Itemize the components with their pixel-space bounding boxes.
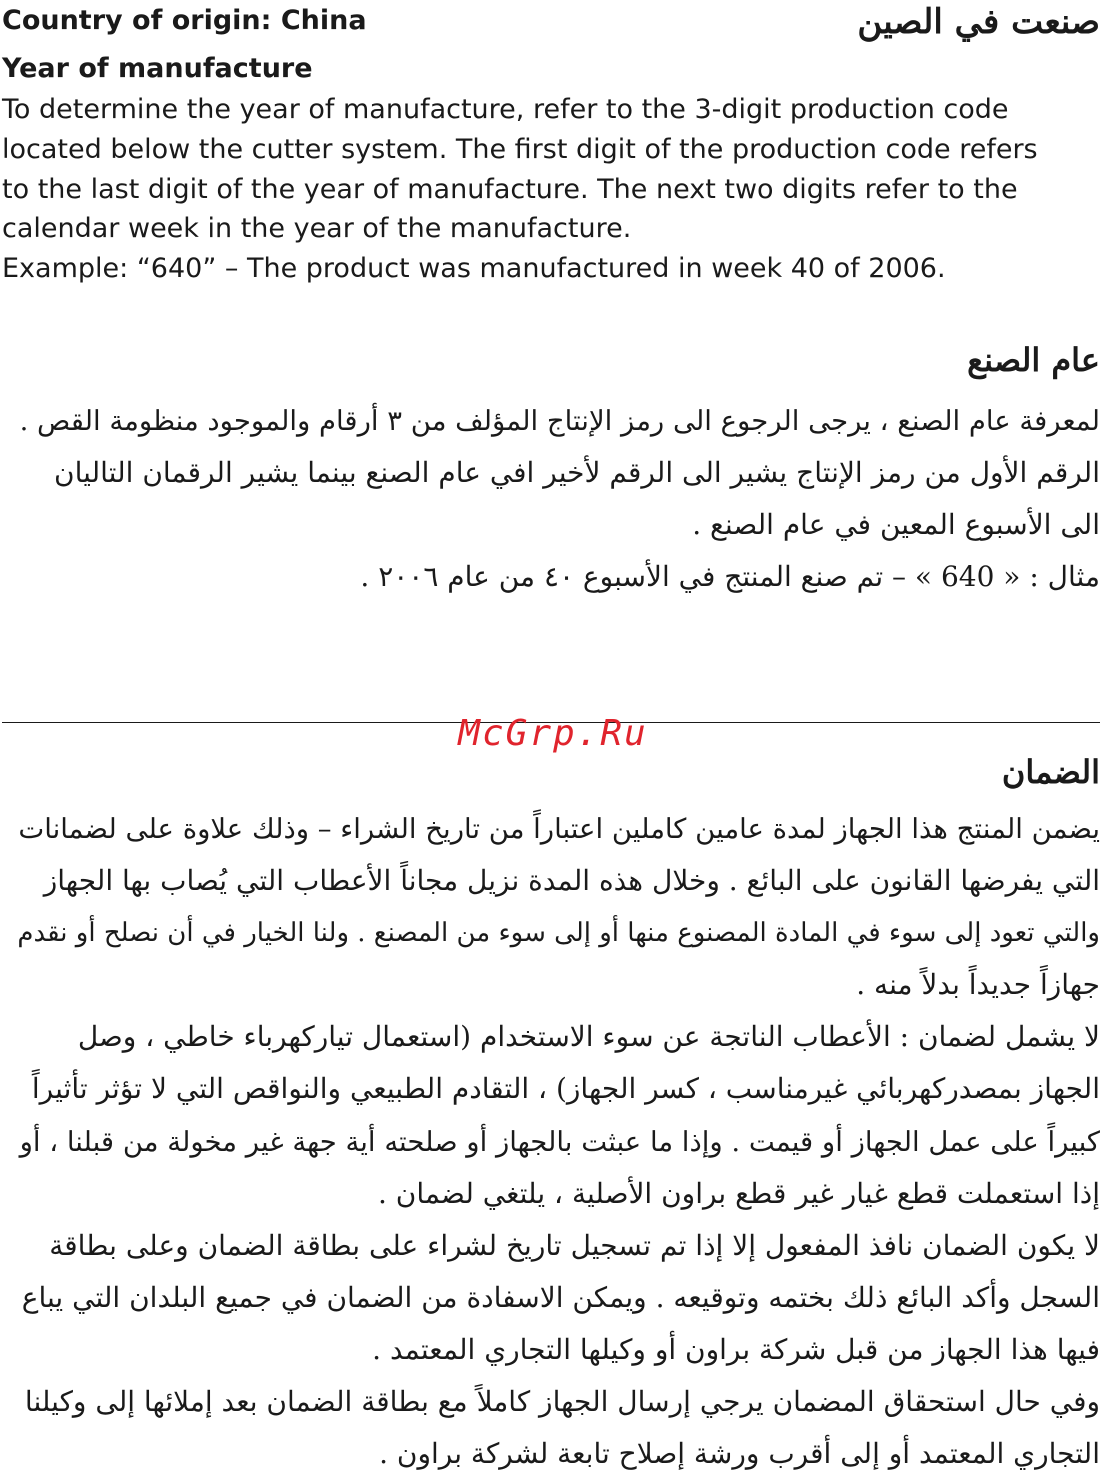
ar-line: لا يشمل لضمان : الأعطاب الناتجة عن سوء الاستخدام (استعمال تياركهرباء خاطي ، وصل: [77, 1020, 1100, 1054]
warranty-heading-ar: الضمان: [1001, 753, 1100, 791]
warranty-body-ar: [10, 803, 1100, 1480]
en-example-line: Example: “640” – The product was manufactured in week 40 of 2006.: [2, 253, 946, 285]
ar-line: لا يكون الضمان نافذ المفعول إلا إذا تم تسجيل تاريخ لشراء على بطاقة الضمان وعلى بطاقة: [49, 1228, 1100, 1262]
ar-line: والتي تعود إلى سوء في المادة المصنوع منها أو إلى سوء من المصنع . ولنا الخيار في أن نصلح أو نقدم: [17, 918, 1100, 949]
ar-line: التي يفرضها القانون على البائع . وخلال هذه المدة نزيل مجاناً الأعطاب التي يُصاب بها الجهاز: [43, 864, 1100, 898]
ar-line: الجهاز بمصدركهربائي غيرمناسب ، كسر الجهاز) ، التقادم الطبيعي والنواقص التي لا تؤثر تأثيراً: [31, 1072, 1100, 1106]
en-line: calendar week in the year of the manufacture.: [2, 213, 632, 245]
ar-line: الى الأسبوع المعين في عام الصنع .: [692, 508, 1100, 541]
en-line: to the last digit of the year of manufacture. The next two digits refer to the: [2, 173, 1018, 205]
ar-line: جهازاً جديداً بدلاً منه .: [856, 968, 1100, 1002]
watermark: McGrp.Ru: [458, 713, 648, 754]
ar-line: لمعرفة عام الصنع ، يرجى الرجوع الى رمز الإنتاج المؤلف من ٣ أرقام والموجود منظومة القص .: [19, 405, 1100, 437]
ar-line: السجل وأكد البائع ذلك بختمه وتوقيعه . ويمكن الاسفادة من الضمان في جميع البلدان التي يباع: [21, 1280, 1100, 1314]
en-line: To determine the year of manufacture, refer to the 3-digit production code: [2, 94, 1009, 125]
year-of-manufacture-body-ar: [10, 395, 1100, 603]
year-of-manufacture-heading-en: Year of manufacture: [2, 53, 313, 84]
ar-line: كبيراً على عمل الجهاز أو قيمت . وإذا ما عبثت بالجهاز أو صلحته أية جهة غير مخولة من قبلنا ، أو: [19, 1125, 1100, 1158]
year-of-manufacture-heading-ar: عام الصنع: [967, 341, 1100, 379]
year-of-manufacture-body-en: [2, 90, 1102, 289]
ar-line: الرقم الأول من رمز الإنتاج يشير الى الرقم لأخير افي عام الصنع بينما يشير الرقمان التاليان: [54, 456, 1100, 489]
ar-example-line: مثال : « 640 » – تم صنع المنتج في الأسبوع ٤٠ من عام ٢٠٠٦ .: [360, 560, 1100, 593]
en-line: located below the cutter system. The first digit of the production code refers: [2, 133, 1038, 165]
ar-line: يضمن المنتج هذا الجهاز لمدة عامين كاملين اعتباراً من تاريخ الشراء – وذلك علاوة على لضمانات: [18, 813, 1100, 845]
ar-line: إذا استعملت قطع غيار غير قطع براون الأصلية ، يلتغي لضمان .: [377, 1176, 1100, 1210]
country-of-origin-ar: صنعت في الصين: [857, 2, 1100, 42]
ar-line: وفي حال استحقاق المضمان يرجي إرسال الجهاز كاملاً مع بطاقة الضمان بعد إملائها إلى وكيلنا: [24, 1385, 1100, 1419]
country-of-origin-en: Country of origin: China: [2, 5, 367, 36]
ar-line: التجاري المعتمد أو إلى أقرب ورشة إصلاح تابعة لشركة براون .: [379, 1437, 1100, 1471]
ar-line: فيها هذا الجهاز من قبل شركة براون أو وكيلها التجاري المعتمد .: [372, 1332, 1100, 1366]
